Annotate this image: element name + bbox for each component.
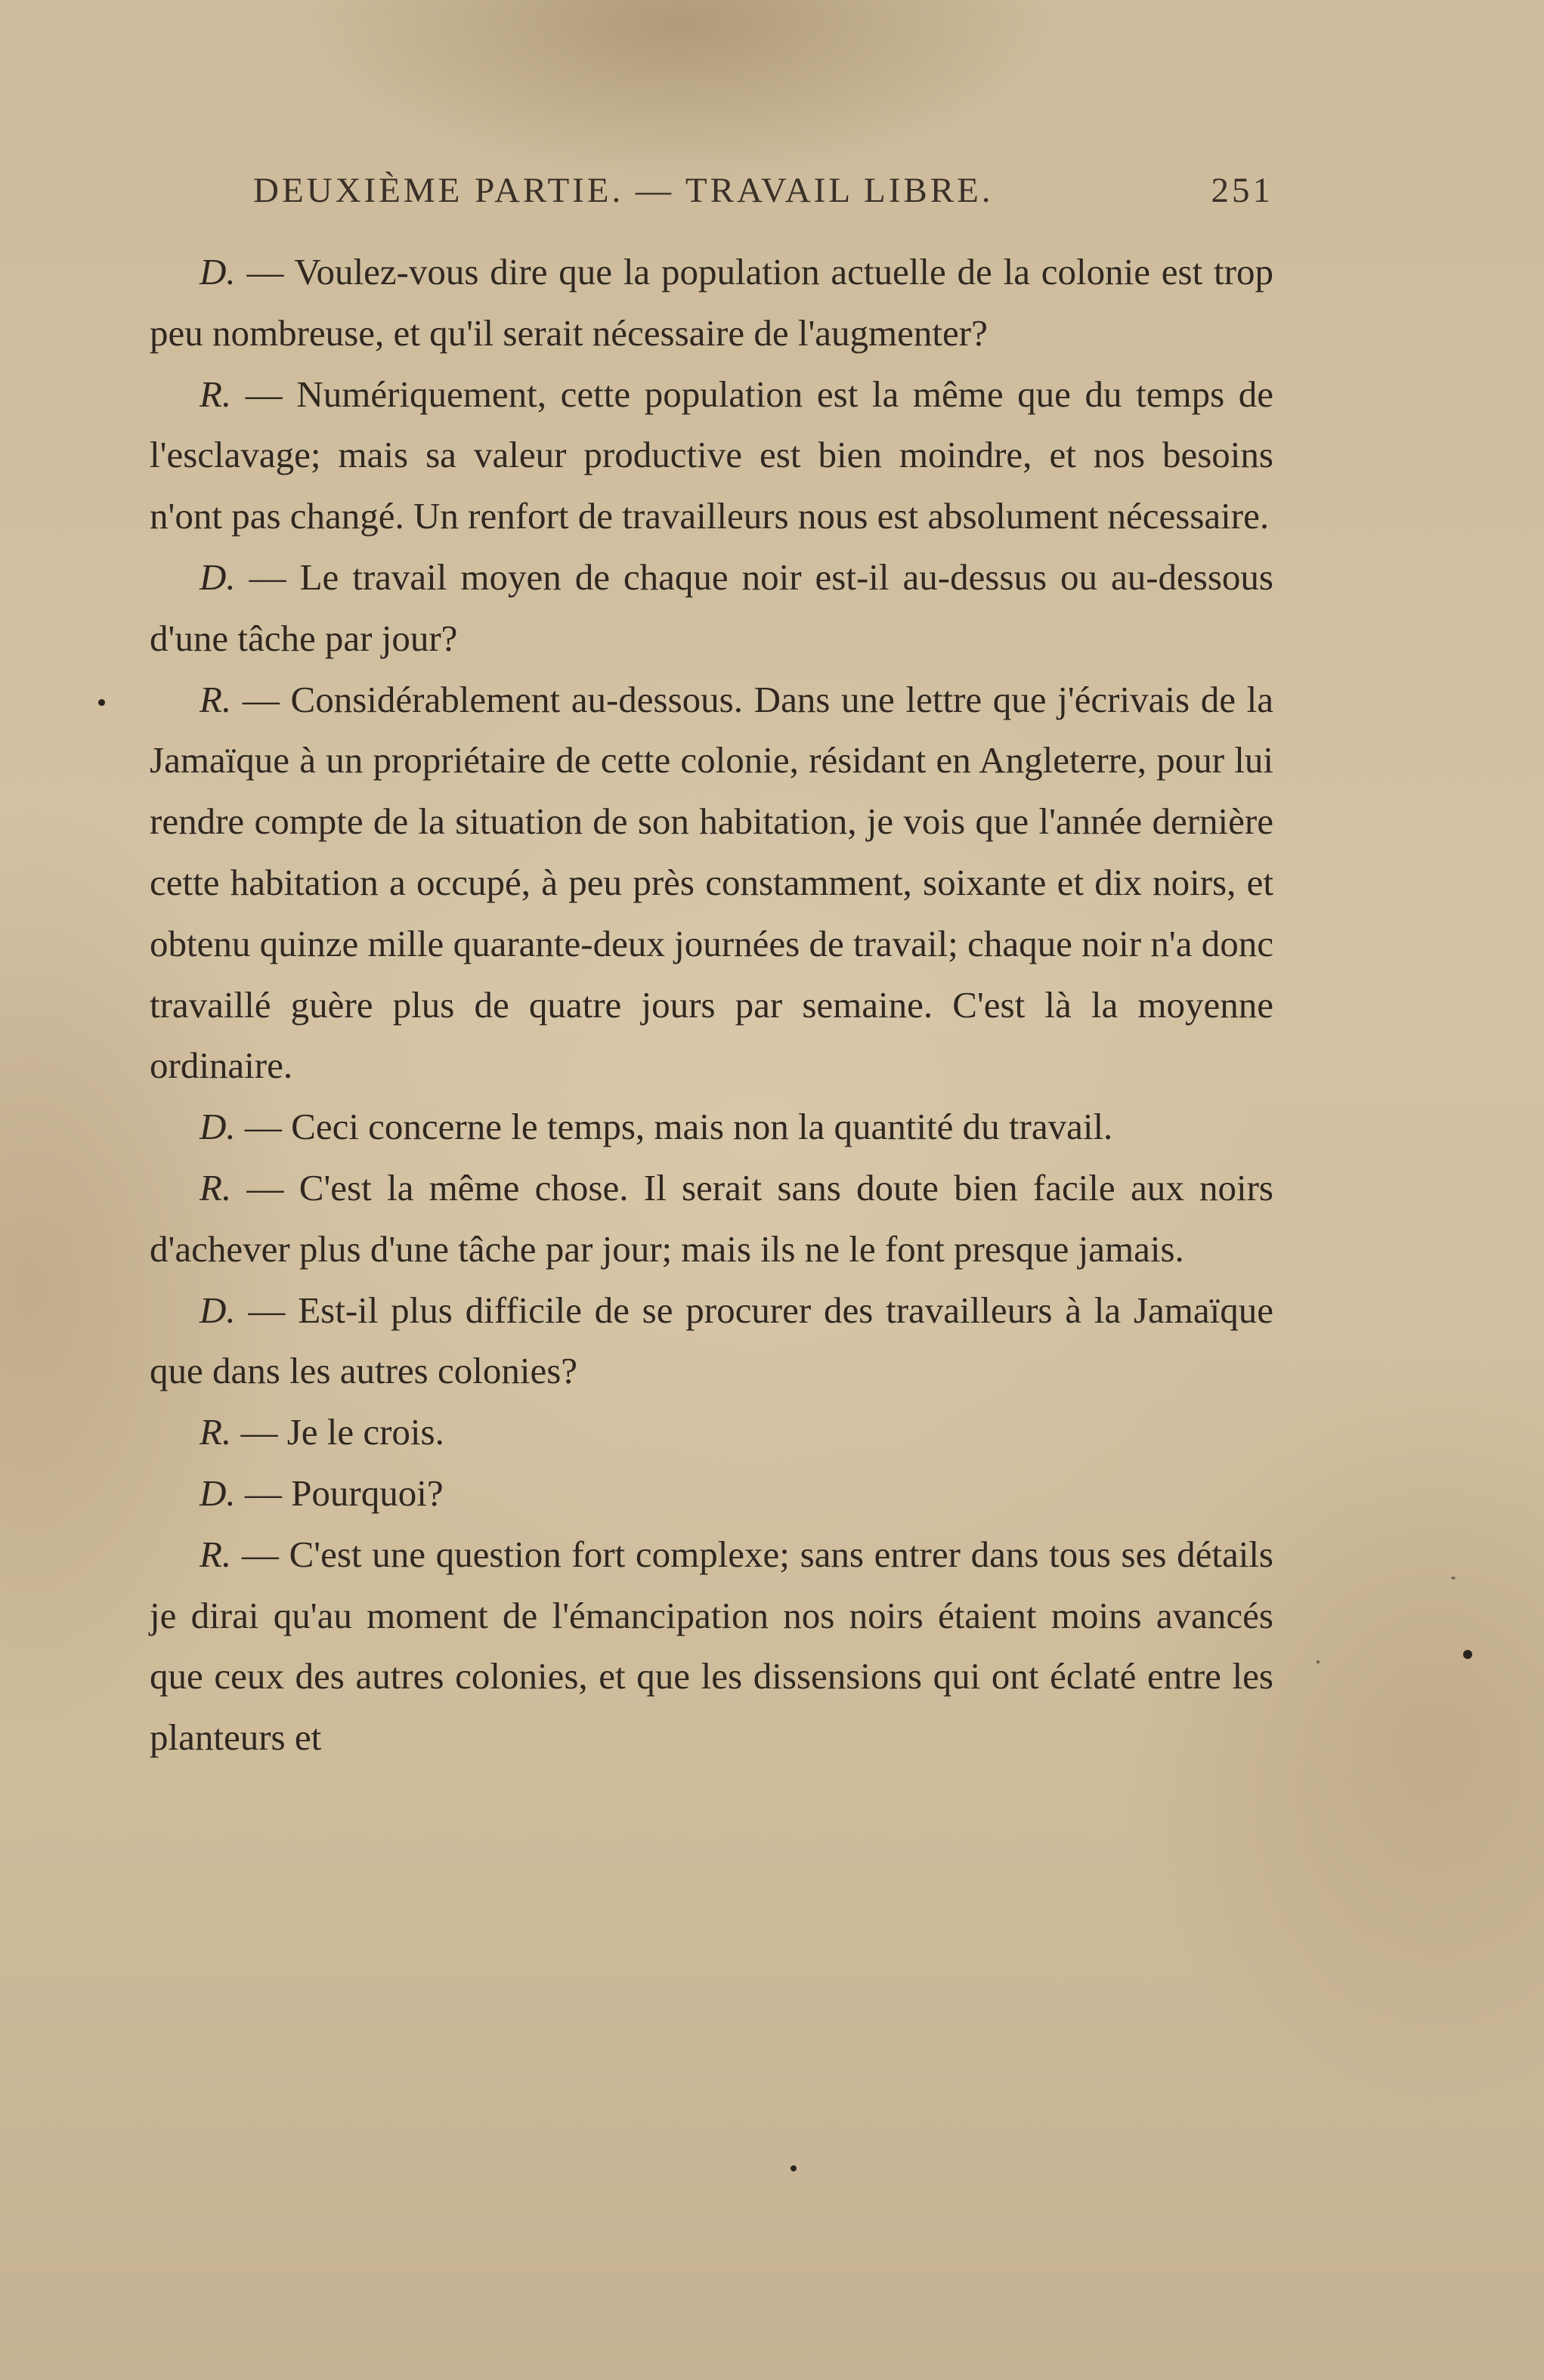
body-text [150, 242, 1273, 1769]
ink-spot [1451, 1577, 1456, 1580]
paragraph [150, 1463, 1273, 1524]
speaker-label: R. [200, 373, 232, 415]
paragraph [150, 1524, 1273, 1769]
paragraph [150, 364, 1273, 547]
running-head-title: DEUXIÈME PARTIE. — TRAVAIL LIBRE. [253, 171, 994, 210]
speaker-label: D. [200, 1289, 236, 1331]
speaker-label: R. [200, 1411, 232, 1453]
paragraph-text: — Considérablement au-dessous. Dans une lettre que j'écrivais de la Jamaïque à un propriétaire de cette colonie, résidant en Angleterre, pour lui rendre compte de la situation de son habitation, je vois que l'année dernière cette habitation a occupé, à peu près constamment, soixante et dix noirs, et obtenu quinze mille quarante-deux journées de travail; chaque noir n'a donc travaillé guère plus de quatre jours par semaine. C'est là la moyenne ordinaire. [150, 678, 1273, 1087]
paragraph [150, 1280, 1273, 1403]
page-number: 251 [1211, 171, 1273, 210]
paragraph-text: — Est-il plus difficile de se procurer des travailleurs à la Jamaïque que dans les autres colonies? [150, 1289, 1273, 1392]
paragraph [150, 1097, 1273, 1158]
paragraph [150, 1158, 1273, 1280]
ink-spot [1317, 1660, 1320, 1664]
paragraph [150, 547, 1273, 670]
speaker-label: R. [200, 678, 232, 720]
paragraph-text: — C'est la même chose. Il serait sans doute bien facile aux noirs d'achever plus d'une tâche par jour; mais ils ne le font presque jamais. [150, 1166, 1273, 1270]
paragraph-text: — C'est une question fort complexe; sans entrer dans tous ses détails je dirai qu'au moment de l'émancipation nos noirs étaient moins avancés que ceux des autres colonies, et que les dissensions qui ont éclaté entre les planteurs et [150, 1533, 1273, 1759]
speaker-label: D. [200, 1472, 236, 1514]
ink-spot [98, 699, 105, 706]
paragraph-text: — Ceci concerne le temps, mais non la quantité du travail. [235, 1106, 1113, 1148]
paragraph-text: — Numériquement, cette population est la même que du temps de l'esclavage; mais sa valeur productive est bien moindre, et nos besoins n'ont pas changé. Un renfort de travailleurs nous est absolument nécessaire. [150, 373, 1273, 537]
speaker-label: R. [200, 1166, 232, 1209]
paragraph [150, 1402, 1273, 1463]
paragraph-text: — Pourquoi? [235, 1472, 444, 1514]
speaker-label: R. [200, 1533, 232, 1575]
paragraph [150, 670, 1273, 1097]
ink-spot [791, 2165, 797, 2171]
paragraph-text: — Voulez-vous dire que la population actuelle de la colonie est trop peu nombreuse, et qu'il serait nécessaire de l'augmenter? [150, 251, 1273, 354]
speaker-label: D. [200, 1106, 236, 1148]
paragraph [150, 242, 1273, 364]
speaker-label: D. [200, 251, 236, 292]
paragraph-text: — Je le crois. [231, 1411, 444, 1453]
speaker-label: D. [200, 556, 236, 598]
paragraph-text: — Le travail moyen de chaque noir est-il au-dessus ou au-dessous d'une tâche par jour? [150, 556, 1273, 659]
ink-spot [1463, 1650, 1472, 1659]
running-head [253, 170, 1273, 231]
